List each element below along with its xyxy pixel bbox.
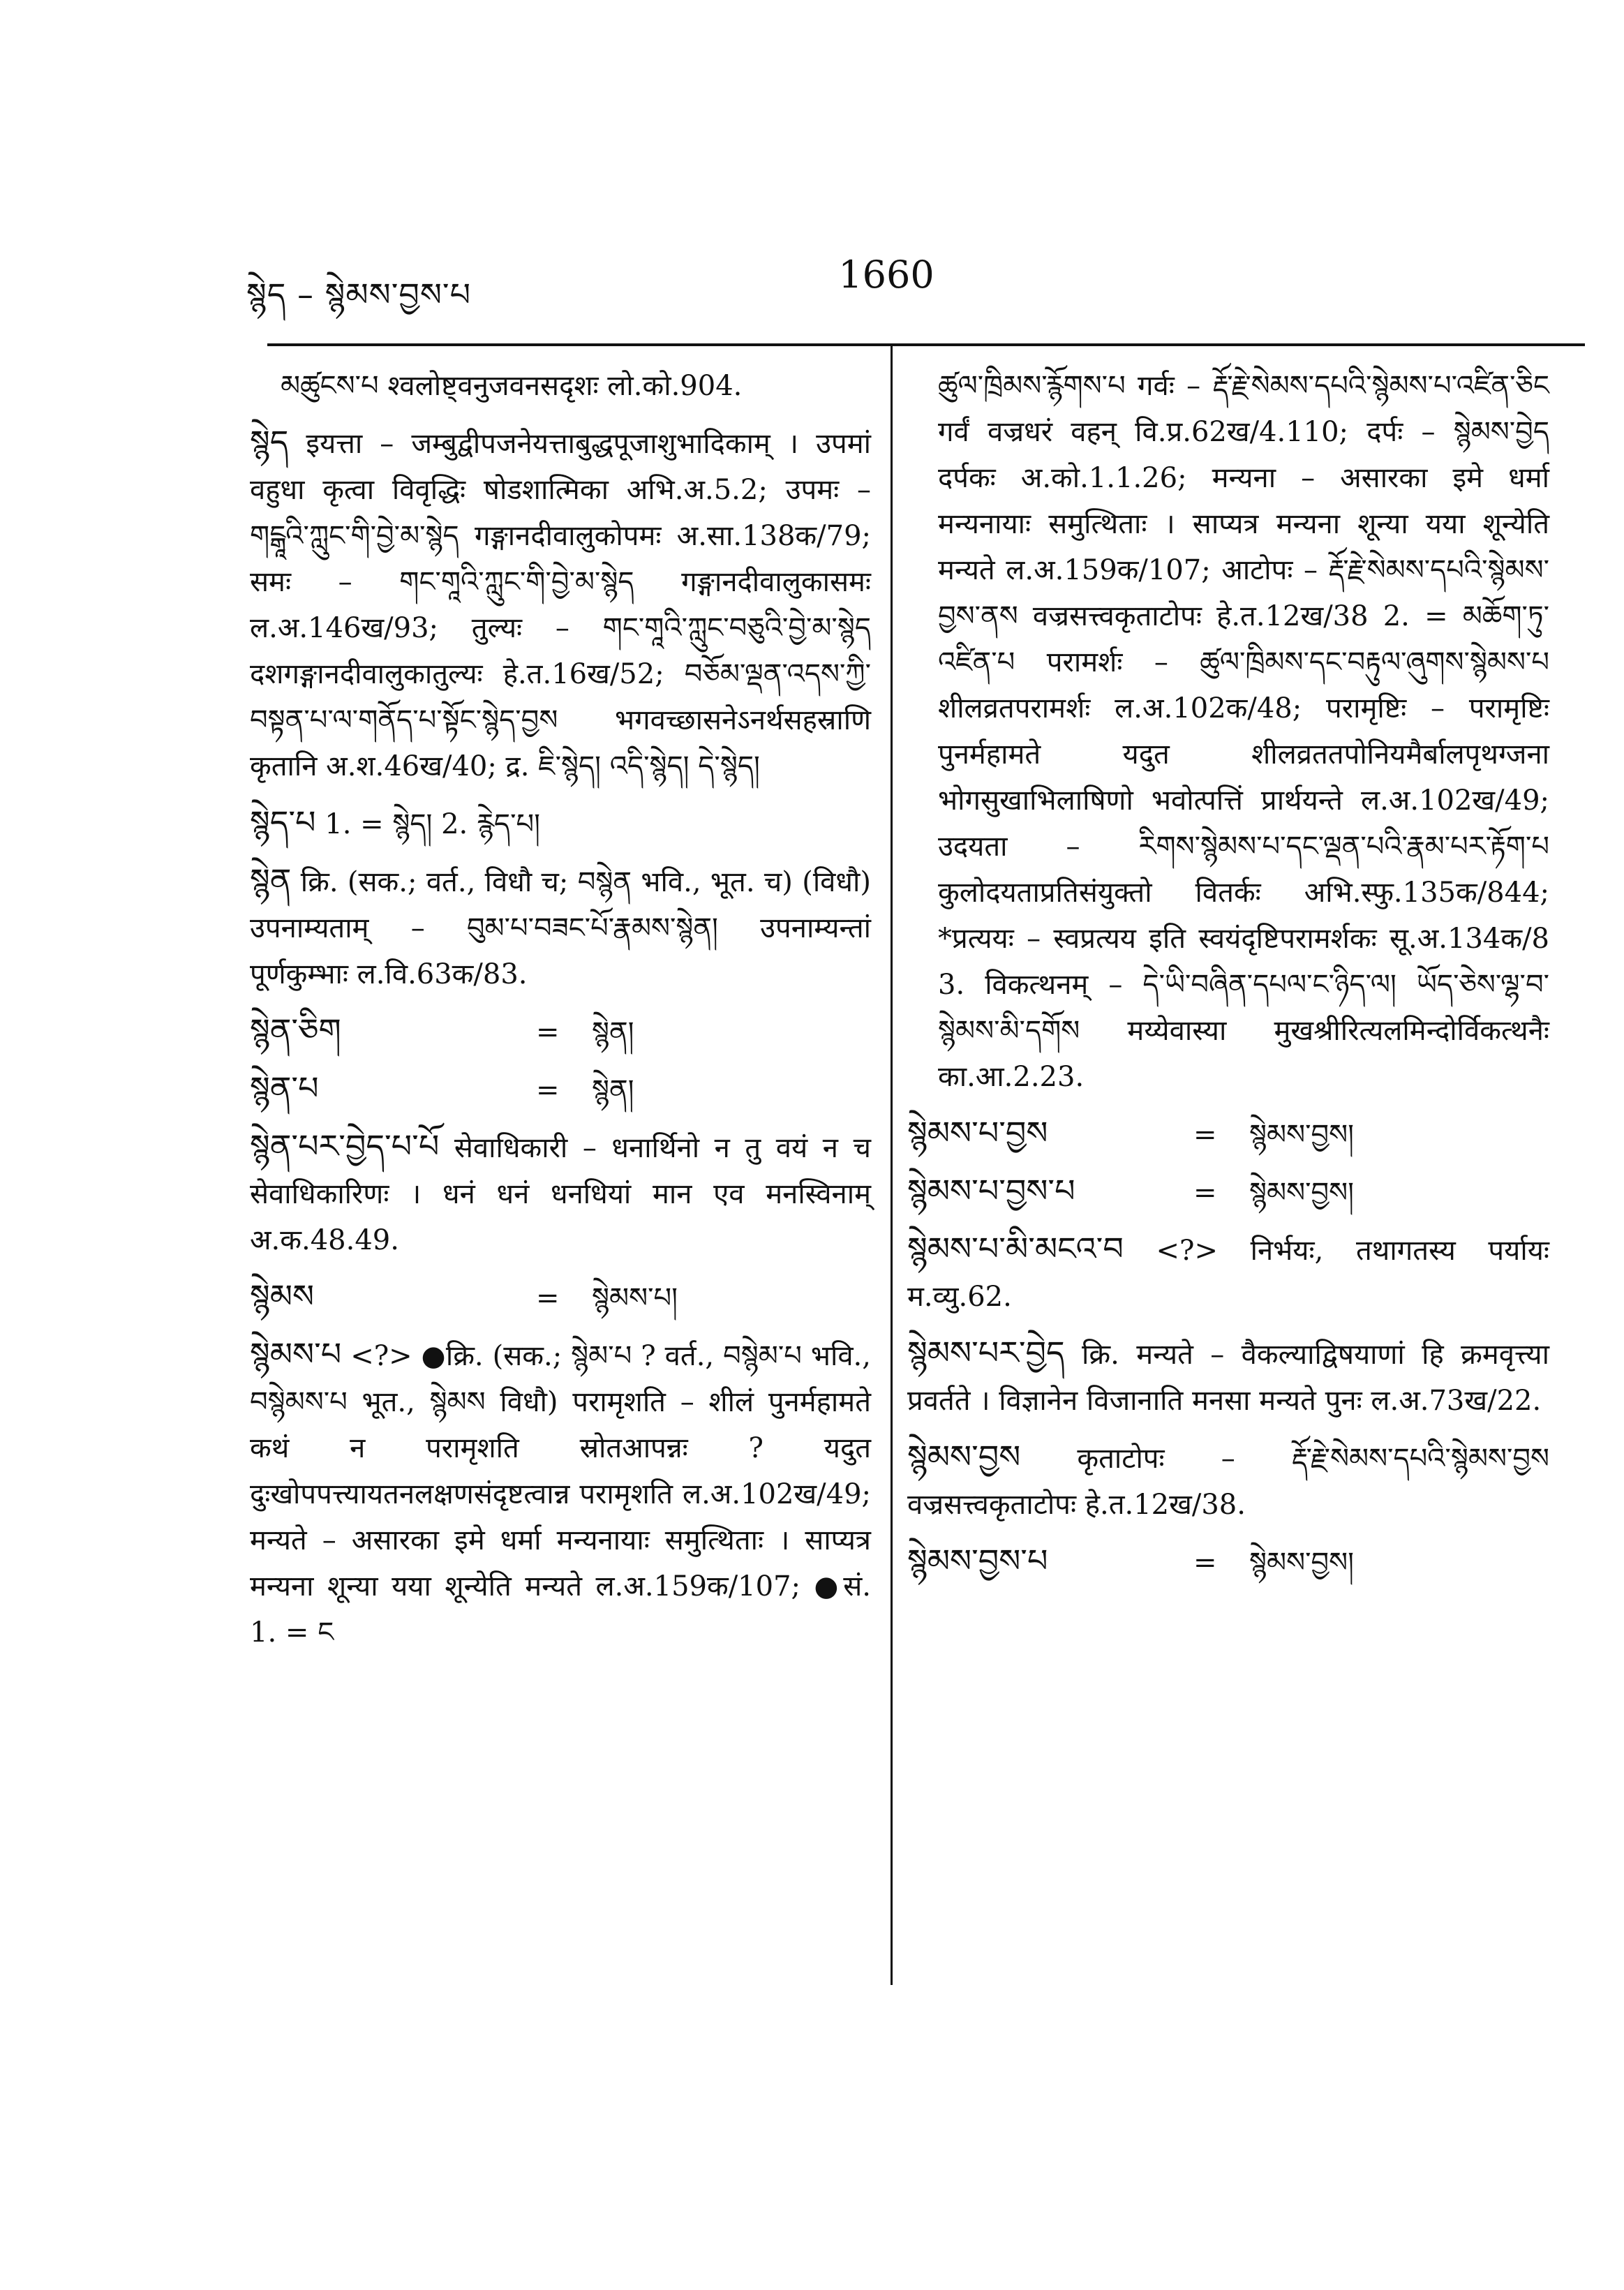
header-rule (267, 343, 1585, 346)
entry (250, 857, 871, 997)
cross-reference: སྙེམས་བྱས། (1249, 1547, 1354, 1579)
column-divider (891, 343, 893, 1985)
cross-reference-entry (907, 1168, 1549, 1216)
headword: སྙེམས་པ་བྱས (907, 1114, 1048, 1152)
cross-reference: སྙེམས་བྱས། (1249, 1119, 1354, 1151)
page-number: 1660 (838, 253, 934, 297)
entry-body: क्रि. मन्यते – वैकल्याद्विषयाणां हि क्रमवृत्त्या प्रवर्तते । विज्ञानेन विजानाति मनसा मन्यते पुनः ल.अ.73ख/22. (907, 1339, 1549, 1417)
headword: སྙེམས་པ་བྱས་པ (907, 1172, 1075, 1210)
cross-reference: སྙེམས་བྱས། (1249, 1177, 1354, 1209)
entry (250, 1123, 871, 1263)
equals-sign: = (1193, 1547, 1217, 1579)
entry-continuation: ཚུལ་ཁྲིམས་རྙོགས་པ गर्वः – རྡོ་རྗེ་སེམས་དཔའི་སྙེམས་པ་འཛིན་ཅིང गर्वं वज्रधरं वहन् वि.प्र.62ख/4.110; दर्पः – སྙེམས་བྱེད दर्पकः अ.को.1.1.26; मन्यना – असारका इमे धर्मा मन्यनायाः समुत्थिताः । साप्यत्र मन्यना शून्या यया शून्येति मन्यते ल.अ.159क/107; आटोपः – རྡོ་རྗེ་སེམས་དཔའི་སྙེམས་བྱས་ནས वज्रसत्त्वकृताटोपः हे.त.12ख/38 2. = མཆོག་ཏུ་འཛིན་པ परामर्शः – ཚུལ་ཁྲིམས་དང་བརྟུལ་ཞུགས་སྙེམས་པ शीलव्रतपरामर्शः ल.अ.102क/48; परामृष्टिः – परामृष्टिः पुनर्महामते यदुत शीलव्रततपोनियमैर्बालपृथग्जना भोगसुखाभिलाषिणो भवोत्पत्तिं प्रार्थयन्ते ल.अ.102ख/49; उदयता – རིགས་སྙེམས་པ་དང་ལྡན་པའི་རྣམ་པར་རྟོག་པ कुलोदयताप्रतिसंयुक्तो वितर्कः अभि.स्फु.135क/844; *प्रत्ययः – स्वप्रत्यय इति स्वयंदृष्टिपरामर्शकः सू.अ.134क/8 3. विकत्थनम् – དེ་ཡི་བཞིན་དཔལ་ང་ཉིད་ལ། ཡོད་ཅེས་ལྷ་བ་སྙེམས་མི་དགོས मय्येवास्या मुखश्रीरित्यलमिन्दोर्विकत्थनैः का.आ.2.23. (938, 370, 1549, 1093)
headword: སྙེམས་བྱས་པ (907, 1542, 1048, 1579)
headword: སྙེན་ཅིག (250, 1011, 341, 1049)
entry-body: कृताटोपः – རྡོ་རྗེ་སེམས་དཔའི་སྙེམས་བྱས वज्रसत्त्वकृताटोपः हे.त.12ख/38. (907, 1443, 1549, 1521)
equals-sign: = (536, 1282, 560, 1314)
entry-body: <?> ●क्रि. (सक.; སྙེམ་པ ? वर्त., བསྙེམ་པ भवि., བསྙེམས་པ भूत., སྙེམས विधौ) परामृशति – शीलं पुनर्महामते कथं न परामृशति स्रोतआपन्नः ? यदुत दुःखोपपत्त्यायतनलक्षणसंदृष्टत्वान्न परामृशति ल.अ.102ख/49; मन्यते – असारका इमे धर्मा मन्यनायाः समुत्थिताः । साप्यत्र मन्यना शून्या यया शून्येति मन्यते ल.अ.159क/107; ●सं. 1. = ང (250, 1340, 871, 1649)
right-column (907, 363, 1549, 1596)
entry-body: <?> निर्भयः, तथागतस्य पर्यायः म.व्यु.62. (907, 1235, 1549, 1313)
entry (907, 1434, 1549, 1528)
entry (250, 1331, 871, 1656)
cross-reference-entry (250, 1065, 871, 1113)
equals-sign: = (536, 1016, 560, 1048)
entry-body: इयत्ता – जम्बुद्वीपजनेयत्ताबुद्धपूजाशुभादिकाम् । उपमां वहुधा कृत्वा विवृद्धिः षोडशात्मिका अभि.अ.5.2; उपमः – གངྒཱའི་ཀླུང་གི་བྱེ་མ་སྙེད गङ्गानदीवालुकोपमः अ.सा.138क/79; समः – གང་གཱའི་ཀླུང་གི་བྱེ་མ་སྙེད गङ्गानदीवालुकासमः ल.अ.146ख/93; तुल्यः – གང་གཱའི་ཀླུང་བཅུའི་བྱེ་མ་སྙེད दशगङ्गानदीवालुकातुल्यः हे.त.16ख/52; བཅོམ་ལྡན་འདས་ཀྱི་བསྟན་པ་ལ་གནོད་པ་སྟོང་སྙེད་བྱས भगवच्छासनेऽनर्थसहस्राणि कृतानि अ.श.46ख/40; द्र. ཇི་སྙེད། འདི་སྙེད། དེ་སྙེད། (250, 428, 871, 782)
running-head: སྙེད – སྙེམས་བྱས་པ (246, 276, 472, 313)
left-column (250, 363, 871, 1665)
entry (250, 419, 871, 789)
entry-body: 1. = སྙེད། 2. རྙེད་པ། (315, 808, 540, 840)
entry (250, 799, 871, 847)
cross-reference: སྙེམས་པ། (592, 1282, 678, 1314)
headword: སྙེམས (250, 1277, 315, 1315)
headword: སྙེམས་པ (250, 1335, 342, 1373)
entry-body: सेवाधिकारी – धनार्थिनो न तु वयं न च सेवाधिकारिणः । धनं धनं धनधियां मान एव मनस्विनाम् अ.क.48.49. (250, 1132, 871, 1256)
entry (907, 1330, 1549, 1424)
equals-sign: = (1193, 1177, 1217, 1209)
cross-reference-entry (250, 1273, 871, 1321)
headword: སྙེན (250, 861, 292, 899)
equals-sign: = (536, 1074, 560, 1106)
equals-sign: = (1193, 1119, 1217, 1151)
entry (907, 1226, 1549, 1320)
cross-reference-entry (907, 1538, 1549, 1586)
page-header (0, 0, 1624, 349)
headword: སྙེད་པ (250, 803, 316, 841)
cross-reference: སྙེན། (592, 1016, 634, 1048)
entry-continuation: མཚུངས་པ श्वलोष्ट्वनुजवनसदृशः लो.को.904. (281, 370, 743, 402)
entry-body: क्रि. (सक.; वर्त., विधौ च; བསྙེན भवि., भूत. च) (विधौ) उपनाम्यताम् – བུམ་པ་བཟང་པོ་རྣམས་སྙེན། उपनाम्यन्तां पूर्णकुम्भाः ल.वि.63क/83. (250, 866, 871, 990)
headword: སྙེམས་པར་བྱེད (907, 1334, 1065, 1371)
headword: སྙེན་པ (250, 1069, 319, 1107)
cross-reference: སྙེན། (592, 1074, 634, 1106)
headword: སྙེམས་པ་མི་མངའ་བ (907, 1230, 1124, 1267)
headword: སྙེན་པར་བྱེད་པ་པོ (250, 1127, 440, 1165)
cross-reference-entry (250, 1007, 871, 1055)
headword: སྙེམས་བྱས (907, 1438, 1021, 1475)
cross-reference-entry (907, 1110, 1549, 1158)
headword: སྙེད (250, 423, 289, 461)
